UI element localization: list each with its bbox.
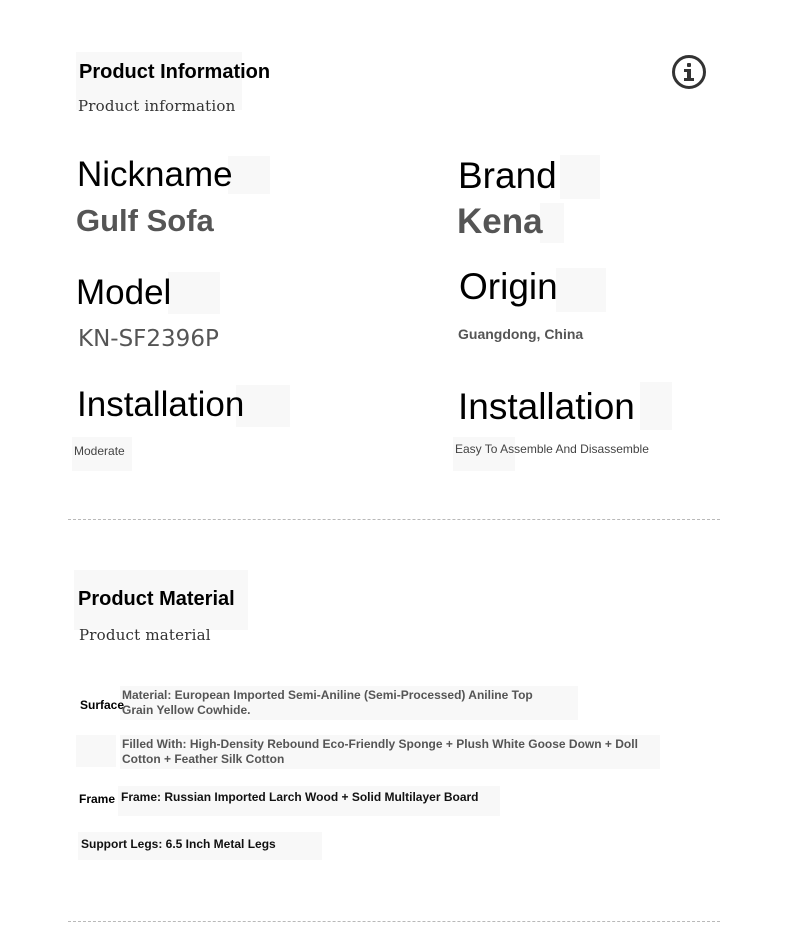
model-value: KN-SF2396P bbox=[78, 326, 219, 352]
info-circle-icon[interactable] bbox=[672, 55, 706, 89]
origin-value: Guangdong, China bbox=[458, 326, 584, 342]
surface-material-text: Material: European Imported Semi-Aniline (Semi-Processed) Aniline Top Grain Yellow Cowhide. bbox=[122, 688, 533, 717]
installation-label-right: Installation bbox=[458, 386, 635, 427]
nickname-value: Gulf Sofa bbox=[76, 203, 214, 238]
installation-value-left: Moderate bbox=[74, 444, 125, 458]
origin-label: Origin bbox=[459, 266, 558, 307]
support-legs-text: Support Legs: 6.5 Inch Metal Legs bbox=[81, 837, 276, 851]
frame-material-text: Frame: Russian Imported Larch Wood + Solid Multilayer Board bbox=[121, 790, 479, 804]
installation-value-right: Easy To Assemble And Disassemble bbox=[455, 442, 649, 456]
frame-label: Frame bbox=[79, 792, 116, 806]
brand-label: Brand bbox=[458, 155, 557, 196]
product-information-subtitle: Product information bbox=[78, 97, 236, 115]
nickname-label: Nickname bbox=[77, 155, 233, 194]
model-label: Model bbox=[76, 273, 172, 312]
installation-label-left: Installation bbox=[77, 385, 245, 424]
product-information-title: Product Information bbox=[79, 61, 271, 83]
section-divider-bottom bbox=[68, 921, 720, 922]
surface-label: Surface bbox=[80, 698, 125, 712]
filling-material-text: Filled With: High-Density Rebound Eco-Friendly Sponge + Plush White Goose Down + Doll Cotton + Feather Silk Cotton bbox=[122, 737, 638, 766]
product-material-subtitle: Product material bbox=[79, 626, 211, 644]
product-material-title: Product Material bbox=[78, 588, 235, 610]
section-divider-top bbox=[68, 519, 720, 520]
brand-value: Kena bbox=[457, 202, 543, 241]
